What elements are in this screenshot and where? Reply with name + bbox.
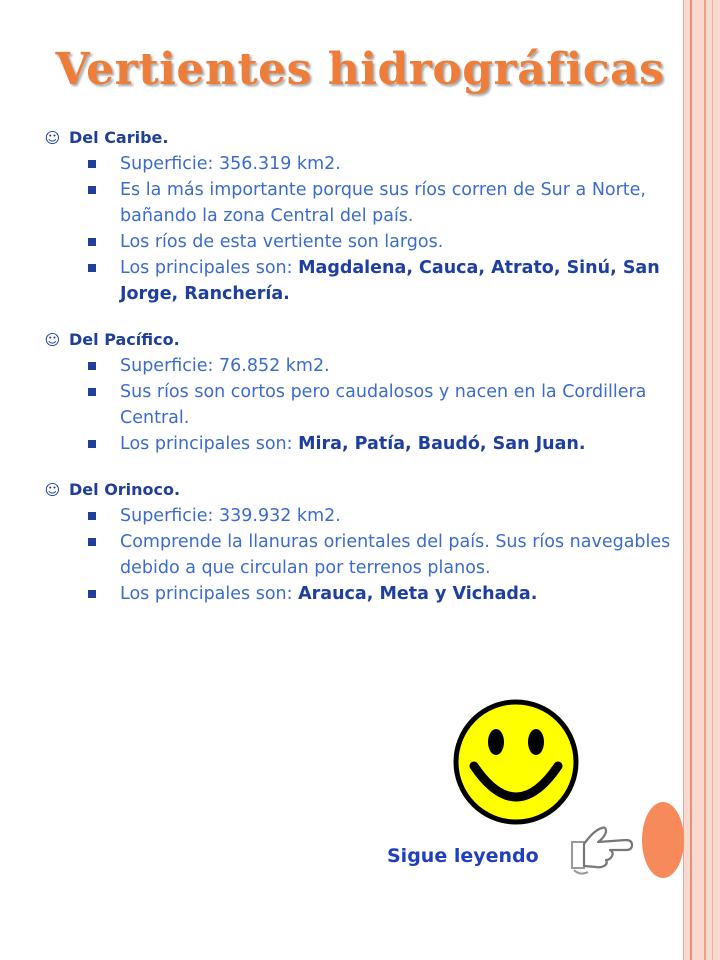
square-bullet-icon [88, 590, 96, 598]
section-heading-text: Del Orinoco. [69, 480, 181, 499]
border-line [712, 0, 713, 960]
square-bullet-icon [88, 264, 96, 272]
bullet-list [44, 353, 684, 457]
section-heading [44, 477, 684, 503]
list-item [84, 431, 684, 457]
bullet-list [44, 151, 684, 307]
continue-reading-link[interactable]: Sigue leyendo [387, 845, 539, 867]
smiley-face-icon [452, 698, 580, 826]
square-bullet-icon [88, 362, 96, 370]
list-item [84, 581, 684, 607]
item-text: Sus ríos son cortos pero caudalosos y nacen en la Cordillera Central. [120, 382, 647, 428]
list-item [84, 255, 684, 307]
item-text: Superficie: 356.319 km2. [120, 154, 341, 174]
section-heading-text: Del Pacífico. [69, 330, 180, 349]
pointing-hand-icon[interactable] [566, 820, 636, 880]
square-bullet-icon [88, 512, 96, 520]
item-text: Comprende la llanuras orientales del país. Sus ríos navegables debido a que circulan por terrenos planos. [120, 532, 671, 578]
square-bullet-icon [88, 186, 96, 194]
square-bullet-icon [88, 388, 96, 396]
river-names: Mira, Patía, Baudó, San Juan. [298, 434, 586, 454]
item-text: Es la más importante porque sus ríos corren de Sur a Norte, bañando la zona Central del país. [120, 180, 646, 226]
item-text: Superficie: 339.932 km2. [120, 506, 341, 526]
border-line [690, 0, 692, 960]
square-bullet-icon [88, 238, 96, 246]
border-line [704, 0, 706, 960]
section-heading [44, 327, 684, 353]
section-caribe [44, 125, 684, 307]
section-heading-text: Del Caribe. [69, 128, 169, 147]
content-body [44, 125, 684, 627]
bullet-list [44, 503, 684, 607]
list-item [84, 529, 684, 581]
list-item [84, 379, 684, 431]
square-bullet-icon [88, 440, 96, 448]
list-item [84, 353, 684, 379]
right-decorative-border [683, 0, 720, 960]
item-text: Los principales son: [120, 584, 299, 604]
section-orinoco [44, 477, 684, 607]
river-names: Arauca, Meta y Vichada. [298, 584, 538, 604]
item-text: Los ríos de esta vertiente son largos. [120, 232, 444, 252]
list-item [84, 151, 684, 177]
list-item [84, 177, 684, 229]
orange-oval-decoration [640, 800, 686, 880]
river-names: Magdalena, Cauca, Atrato, Sinú, San Jorge, Ranchería. [120, 258, 660, 304]
item-text: Los principales son: [120, 434, 299, 454]
list-item [84, 503, 684, 529]
square-bullet-icon [88, 538, 96, 546]
smiley-bullet-icon: ☺ [44, 481, 61, 499]
section-pacifico [44, 327, 684, 457]
smiley-bullet-icon: ☺ [44, 129, 61, 147]
page-title: Vertientes hidrográficas [55, 44, 665, 95]
section-heading [44, 125, 684, 151]
smiley-bullet-icon: ☺ [44, 331, 61, 349]
item-text: Los principales son: [120, 258, 299, 278]
list-item [84, 229, 684, 255]
square-bullet-icon [88, 160, 96, 168]
item-text: Superficie: 76.852 km2. [120, 356, 330, 376]
